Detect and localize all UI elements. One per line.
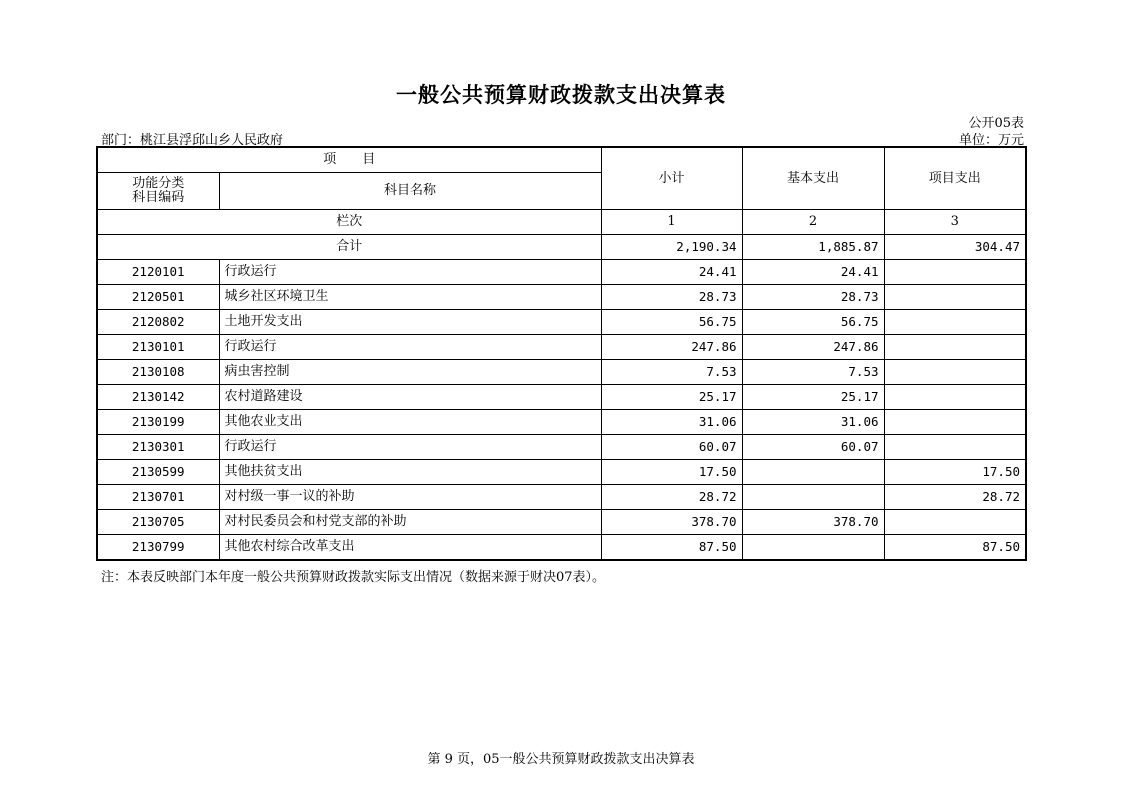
- expenditure-table: [96, 146, 1027, 561]
- row-code: 2130101: [97, 335, 219, 360]
- row-basic: 31.06: [742, 410, 884, 435]
- header-basic: 基本支出: [742, 147, 884, 210]
- row-name: 土地开发支出: [219, 310, 601, 335]
- total-subtotal: 2,190.34: [601, 235, 742, 260]
- row-name: 行政运行: [219, 335, 601, 360]
- table-row: [97, 385, 1026, 410]
- row-code: 2130705: [97, 510, 219, 535]
- row-subtotal: 378.70: [601, 510, 742, 535]
- row-code: 2130142: [97, 385, 219, 410]
- row-project: [884, 285, 1026, 310]
- row-basic: 28.73: [742, 285, 884, 310]
- row-name: 行政运行: [219, 260, 601, 285]
- row-project: [884, 260, 1026, 285]
- row-basic: 60.07: [742, 435, 884, 460]
- row-code: 2130301: [97, 435, 219, 460]
- index-row: [97, 210, 1026, 235]
- row-name: 农村道路建设: [219, 385, 601, 410]
- row-name: 对村民委员会和村党支部的补助: [219, 510, 601, 535]
- row-code: 2130599: [97, 460, 219, 485]
- row-code: 2120101: [97, 260, 219, 285]
- table-row: [97, 510, 1026, 535]
- row-basic: 378.70: [742, 510, 884, 535]
- table-note: 注：本表反映部门本年度一般公共预算财政拨款实际支出情况（数据来源于财决07表）。: [101, 570, 606, 585]
- index-label: 栏次: [97, 210, 601, 235]
- header-subject-name: 科目名称: [219, 173, 601, 210]
- total-row: [97, 235, 1026, 260]
- table-row: [97, 310, 1026, 335]
- header-row-1: [97, 147, 1026, 173]
- row-basic: 7.53: [742, 360, 884, 385]
- index-col-2: 2: [742, 210, 884, 235]
- table-row: [97, 285, 1026, 310]
- row-basic: 56.75: [742, 310, 884, 335]
- unit-label: 单位：万元: [958, 133, 1024, 148]
- row-code: 2130701: [97, 485, 219, 510]
- row-subtotal: 7.53: [601, 360, 742, 385]
- total-project: 304.47: [884, 235, 1026, 260]
- row-project: [884, 335, 1026, 360]
- row-basic: 25.17: [742, 385, 884, 410]
- row-subtotal: 87.50: [601, 535, 742, 561]
- row-code: 2130199: [97, 410, 219, 435]
- page-footer: 第 9 页，05一般公共预算财政拨款支出决算表: [427, 752, 695, 767]
- row-subtotal: 25.17: [601, 385, 742, 410]
- row-name: 其他扶贫支出: [219, 460, 601, 485]
- row-name: 对村级一事一议的补助: [219, 485, 601, 510]
- row-name: 其他农业支出: [219, 410, 601, 435]
- index-col-1: 1: [601, 210, 742, 235]
- table-row: [97, 260, 1026, 285]
- row-name: 其他农村综合改革支出: [219, 535, 601, 561]
- table-row: [97, 460, 1026, 485]
- table-row: [97, 535, 1026, 561]
- row-name: 城乡社区环境卫生: [219, 285, 601, 310]
- row-basic: [742, 460, 884, 485]
- row-name: 病虫害控制: [219, 360, 601, 385]
- row-code: 2130799: [97, 535, 219, 561]
- row-basic: [742, 535, 884, 561]
- row-project: 17.50: [884, 460, 1026, 485]
- row-subtotal: 28.73: [601, 285, 742, 310]
- header-func-code: 功能分类 科目编码: [97, 173, 219, 210]
- row-project: [884, 385, 1026, 410]
- row-project: 28.72: [884, 485, 1026, 510]
- index-col-3: 3: [884, 210, 1026, 235]
- row-basic: [742, 485, 884, 510]
- row-project: 87.50: [884, 535, 1026, 561]
- header-item: 项 目: [97, 147, 601, 173]
- total-label: 合计: [97, 235, 601, 260]
- table-row: [97, 435, 1026, 460]
- row-project: [884, 435, 1026, 460]
- table-row: [97, 485, 1026, 510]
- row-project: [884, 310, 1026, 335]
- total-basic: 1,885.87: [742, 235, 884, 260]
- header-subtotal: 小计: [601, 147, 742, 210]
- row-subtotal: 28.72: [601, 485, 742, 510]
- row-code: 2120501: [97, 285, 219, 310]
- report-title: 一般公共预算财政拨款支出决算表: [396, 82, 726, 107]
- row-name: 行政运行: [219, 435, 601, 460]
- row-basic: 247.86: [742, 335, 884, 360]
- row-code: 2130108: [97, 360, 219, 385]
- table-row: [97, 335, 1026, 360]
- row-project: [884, 510, 1026, 535]
- form-code: 公开05表: [968, 116, 1024, 131]
- row-project: [884, 360, 1026, 385]
- row-project: [884, 410, 1026, 435]
- row-basic: 24.41: [742, 260, 884, 285]
- row-subtotal: 17.50: [601, 460, 742, 485]
- table-row: [97, 410, 1026, 435]
- row-subtotal: 60.07: [601, 435, 742, 460]
- row-code: 2120802: [97, 310, 219, 335]
- row-subtotal: 24.41: [601, 260, 742, 285]
- header-project: 项目支出: [884, 147, 1026, 210]
- row-subtotal: 247.86: [601, 335, 742, 360]
- department-label: 部门：桃江县浮邱山乡人民政府: [101, 133, 284, 148]
- row-subtotal: 56.75: [601, 310, 742, 335]
- row-subtotal: 31.06: [601, 410, 742, 435]
- table-row: [97, 360, 1026, 385]
